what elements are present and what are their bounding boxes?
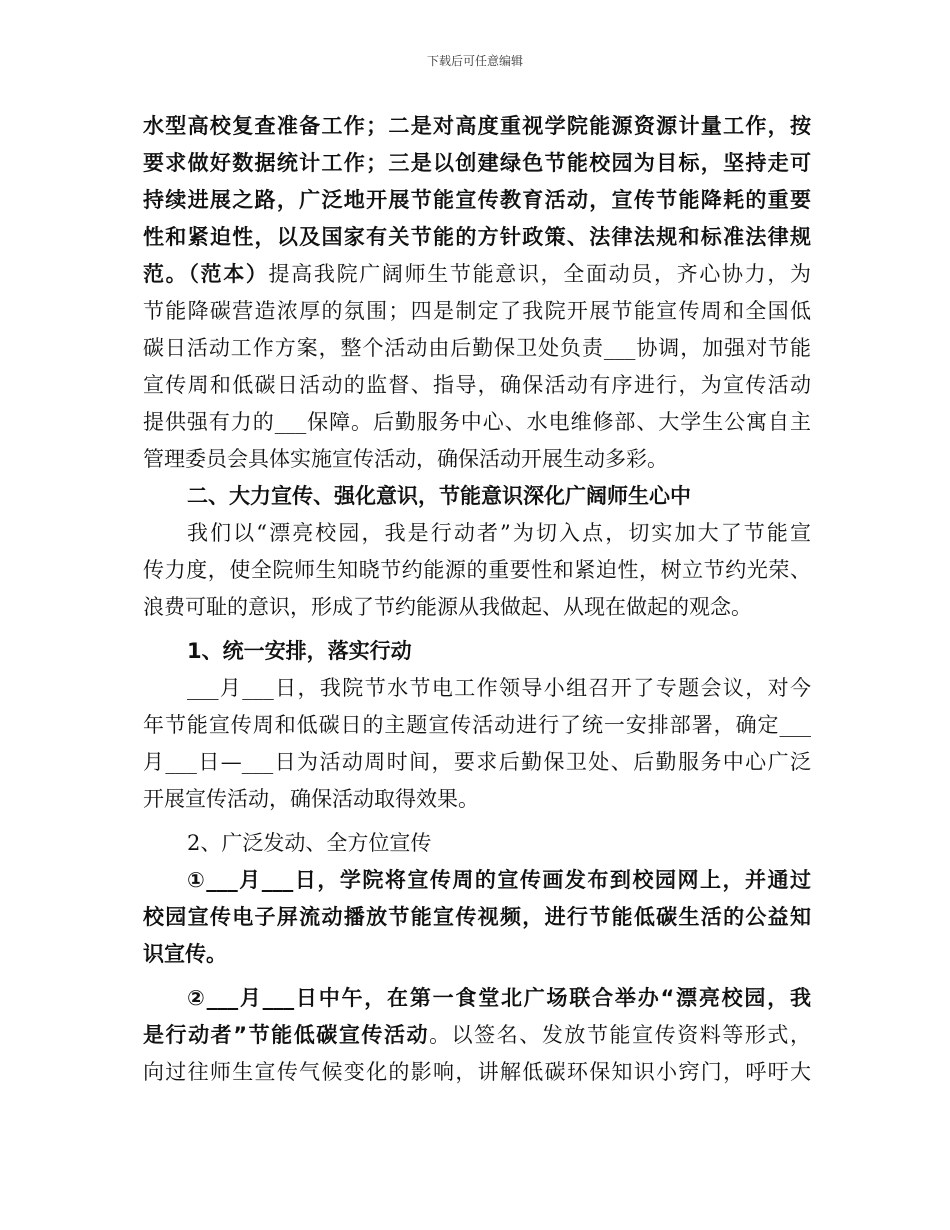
bold-text-segment: 识宣传。 bbox=[143, 942, 227, 966]
text-line bbox=[143, 936, 811, 973]
bold-text-segment: ①___月___日，学院将宣传周的宣传画发布到校园网上，并通过 bbox=[187, 868, 811, 892]
bold-text-segment: 性和紧迫性，以及国家有关节能的方针政策、法律法规和标准法律规 bbox=[143, 225, 811, 249]
text-segment: 传力度，使全院师生知晓节约能源的重要性和紧迫性，树立节约光荣、 bbox=[143, 558, 811, 582]
text-line bbox=[143, 145, 811, 182]
page-header: 下载后可任意编辑 bbox=[426, 54, 523, 68]
text-segment: 碳日活动工作方案，整个活动由后勤保卫处负责___协调，加强对节能 bbox=[143, 336, 811, 360]
text-segment: 2、广泛发动、全方位宣传 bbox=[187, 831, 432, 855]
text-line bbox=[143, 404, 811, 441]
text-line bbox=[143, 589, 811, 626]
bold-text-segment: 1、统一安排，落实行动 bbox=[187, 639, 412, 663]
bold-text-segment: 二、大力宣传、强化意识，节能意识深化广阔师生心中 bbox=[187, 484, 691, 508]
text-line bbox=[143, 825, 811, 862]
bold-text-segment: ②___月___日中午，在第一食堂北广场联合举办“漂亮校园，我 bbox=[187, 986, 811, 1010]
text-segment: 浪费可耻的意识，形成了节约能源从我做起、从现在做起的观念。 bbox=[143, 595, 752, 619]
text-line bbox=[143, 441, 811, 478]
text-line bbox=[143, 862, 811, 899]
text-line bbox=[143, 552, 811, 589]
bold-text-segment: 持续进展之路，广泛地开展节能宣传教育活动，宣传节能降耗的重要 bbox=[143, 188, 811, 212]
text-line bbox=[143, 899, 811, 936]
text-segment: 向过往师生宣传气候变化的影响，讲解低碳环保知识小窍门，呼吁大 bbox=[143, 1060, 811, 1084]
bold-text-segment: 校园宣传电子屏流动播放节能宣传视频，进行节能低碳生活的公益知 bbox=[143, 905, 811, 929]
text-line bbox=[143, 330, 811, 367]
bold-text-segment: 水型高校复查准备工作；二是对高度重视学院能源资源计量工作，按 bbox=[143, 114, 811, 138]
text-line bbox=[143, 1054, 811, 1091]
text-line bbox=[143, 256, 811, 293]
text-segment: ___月___日，我院节水节电工作领导小组召开了专题会议，对今 bbox=[187, 676, 811, 700]
bold-text-segment: 范。（范本） bbox=[143, 262, 269, 286]
text-segment: 我们以“漂亮校园，我是行动者”为切入点，切实加大了节能宣 bbox=[187, 521, 811, 545]
text-segment: 年节能宣传周和低碳日的主题宣传活动进行了统一安排部署，确定___ bbox=[143, 713, 811, 737]
text-line bbox=[143, 633, 811, 670]
text-line bbox=[143, 108, 811, 145]
text-segment: 。以签名、发放节能宣传资料等形式， bbox=[429, 1023, 811, 1047]
text-line bbox=[143, 182, 811, 219]
text-segment: 节能降碳营造浓厚的氛围；四是制定了我院开展节能宣传周和全国低 bbox=[143, 299, 811, 323]
text-segment: 提供强有力的___保障。后勤服务中心、水电维修部、大学生公寓自主 bbox=[143, 410, 811, 434]
text-line bbox=[143, 980, 811, 1017]
bold-text-segment: 要求做好数据统计工作；三是以创建绿色节能校园为目标，坚持走可 bbox=[143, 151, 811, 175]
text-segment: 月___日—___日为活动周时间，要求后勤保卫处、后勤服务中心广泛 bbox=[143, 750, 811, 774]
text-segment: 宣传周和低碳日活动的监督、指导，确保活动有序进行，为宣传活动 bbox=[143, 373, 811, 397]
text-line bbox=[143, 707, 811, 744]
text-segment: 管理委员会具体实施宣传活动，确保活动开展生动多彩。 bbox=[143, 447, 668, 471]
text-line bbox=[143, 367, 811, 404]
text-line bbox=[143, 670, 811, 707]
text-line bbox=[143, 293, 811, 330]
text-line bbox=[143, 515, 811, 552]
bold-text-segment: 是行动者”节能低碳宣传活动 bbox=[143, 1023, 430, 1047]
text-line bbox=[143, 1017, 811, 1054]
text-line bbox=[143, 781, 811, 818]
text-segment: 开展宣传活动，确保活动取得效果。 bbox=[143, 787, 479, 811]
text-line bbox=[143, 744, 811, 781]
text-line bbox=[143, 478, 811, 515]
text-segment: 提高我院广阔师生节能意识，全面动员，齐心协力，为 bbox=[268, 262, 812, 286]
text-line bbox=[143, 219, 811, 256]
document-body bbox=[143, 108, 811, 1091]
